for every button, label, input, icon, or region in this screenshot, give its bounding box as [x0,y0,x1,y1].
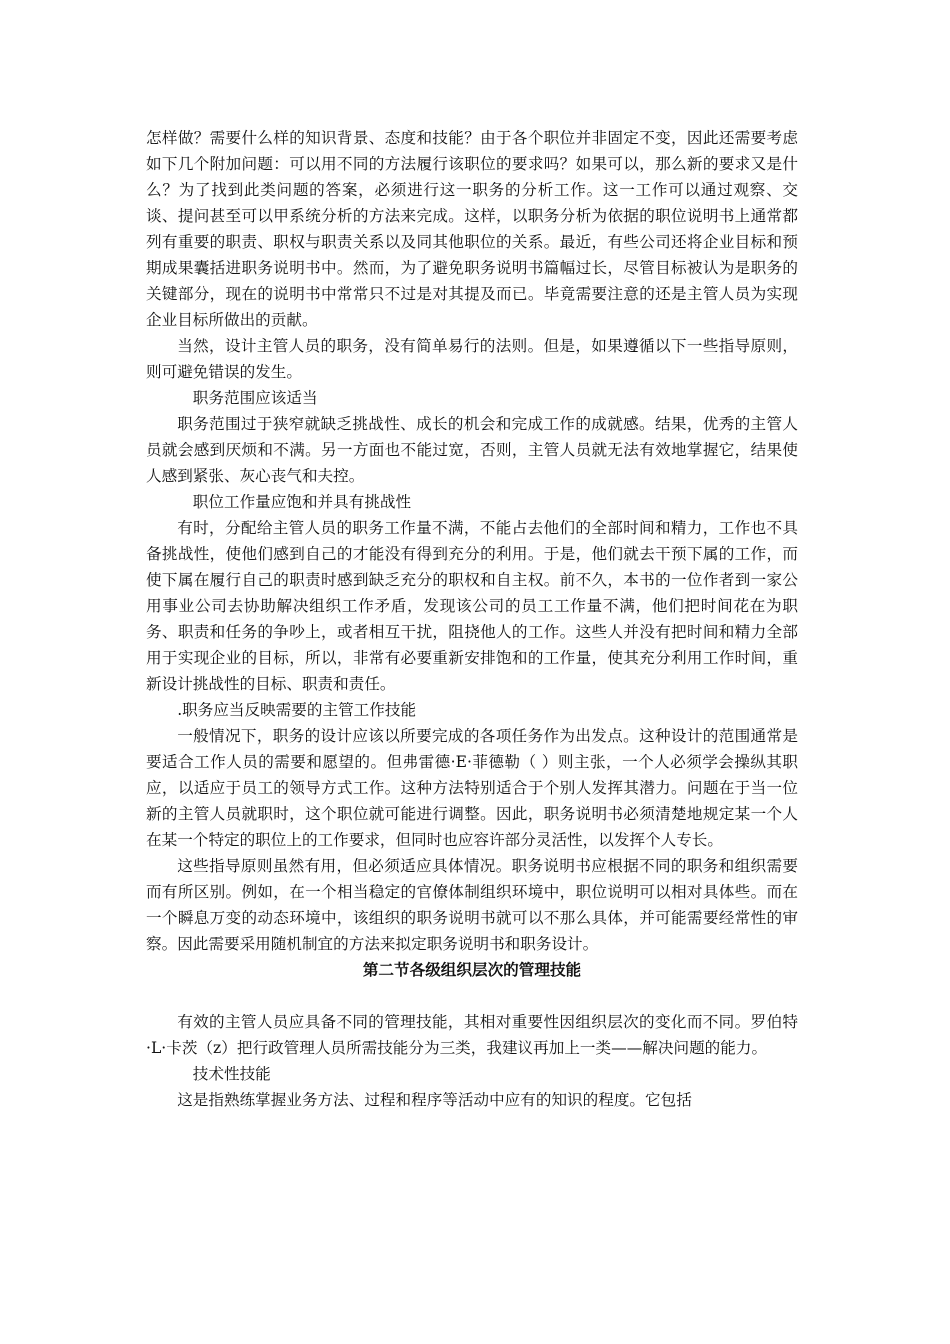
section-heading: 第二节各级组织层次的管理技能 [362,961,582,979]
paragraph-6: 这些指导原则虽然有用，但必须适应具体情况。职务说明书应根据不同的职务和组织需要而有所区别。例如，在一个相当稳定的官僚体制组织环境中，职位说明可以相对具体些。而在一个瞬息万变的动态环境中，该组织的职务说明书就可以不那么具体，并可能需要经常性的审察。因此需要采用随机制宜的方法来拟定职务说明书和职务设计。 [146,857,798,953]
subheading-skills: .职务应当反映需要的主管工作技能 [177,701,417,719]
paragraph-4: 有时，分配给主管人员的职务工作量不满，不能占去他们的全部时间和精力，工作也不具备挑战性，使他们感到自己的才能没有得到充分的利用。于是，他们就去干预下属的工作，而使下属在履行自己的职责时感到缺乏充分的职权和自主权。前不久，本书的一位作者到一家公用事业公司去协助解决组织工作矛盾，发现该公司的员工工作量不满，他们把时间花在为职务、职责和任务的争吵上，或者相互干扰，阻挠他人的工作。这些人并没有把时间和精力全部用于实现企业的目标，所以，非常有必要重新安排饱和的工作量，使其充分利用工作时间，重新设计挑战性的目标、职责和责任。 [146,519,798,693]
subheading-technical-skills: 技术性技能 [192,1065,271,1083]
paragraph-2: 当然，设计主管人员的职务，没有简单易行的法则。但是，如果遵循以下一些指导原则，则可避免错误的发生。 [146,337,798,381]
subheading-job-scope: 职务范围应该适当 [192,389,318,407]
paragraph-7: 有效的主管人员应具备不同的管理技能，其相对重要性因组织层次的变化而不同。罗伯特·L·卡茨（z）把行政管理人员所需技能分为三类，我建议再加上一类——解决问题的能力。 [146,1013,798,1057]
paragraph-8: 这是指熟练掌握业务方法、过程和程序等活动中应有的知识的程度。它包括 [177,1091,692,1109]
paragraph-5: 一般情况下，职务的设计应该以所要完成的各项任务作为出发点。这种设计的范围通常是要适合工作人员的需要和愿望的。但弗雷德·E·菲德勒（ ）则主张，一个人必须学会操纵其职应，以适应于员工的领导方式工作。这种方法特别适合于个别人发挥其潜力。问题在于当一位新的主管人员就职时，这个职位就可能进行调整。因此，职务说明书必须清楚地规定某一个人在某一个特定的职位上的工作要求，但同时也应容许部分灵活性，以发挥个人专长。 [146,727,798,849]
subheading-workload: 职位工作量应饱和并具有挑战性 [192,493,412,511]
paragraph-1: 怎样做？需要什么样的知识背景、态度和技能？由于各个职位并非固定不变，因此还需要考虑如下几个附加问题：可以用不同的方法履行该职位的要求吗？如果可以，那么新的要求又是什么？为了找到此类问题的答案，必须进行这一职务的分析工作。这一工作可以通过观察、交谈、提问甚至可以甲系统分析的方法来完成。这样，以职务分析为依据的职位说明书上通常都列有重要的职责、职权与职责关系以及同其他职位的关系。最近，有些公司还将企业目标和预期成果囊括进职务说明书中。然而，为了避免职务说明书篇幅过长，尽管目标被认为是职务的关键部分，现在的说明书中常常只不过是对其提及而已。毕竟需要注意的还是主管人员为实现企业目标所做出的贡献。 [146,129,798,329]
document-body [146,125,798,1113]
paragraph-3: 职务范围过于狭窄就缺乏挑战性、成长的机会和完成工作的成就感。结果，优秀的主管人员就会感到厌烦和不满。另一方面也不能过宽，否则，主管人员就无法有效地掌握它，结果使人感到紧张、灰心丧气和夫控。 [146,415,798,485]
